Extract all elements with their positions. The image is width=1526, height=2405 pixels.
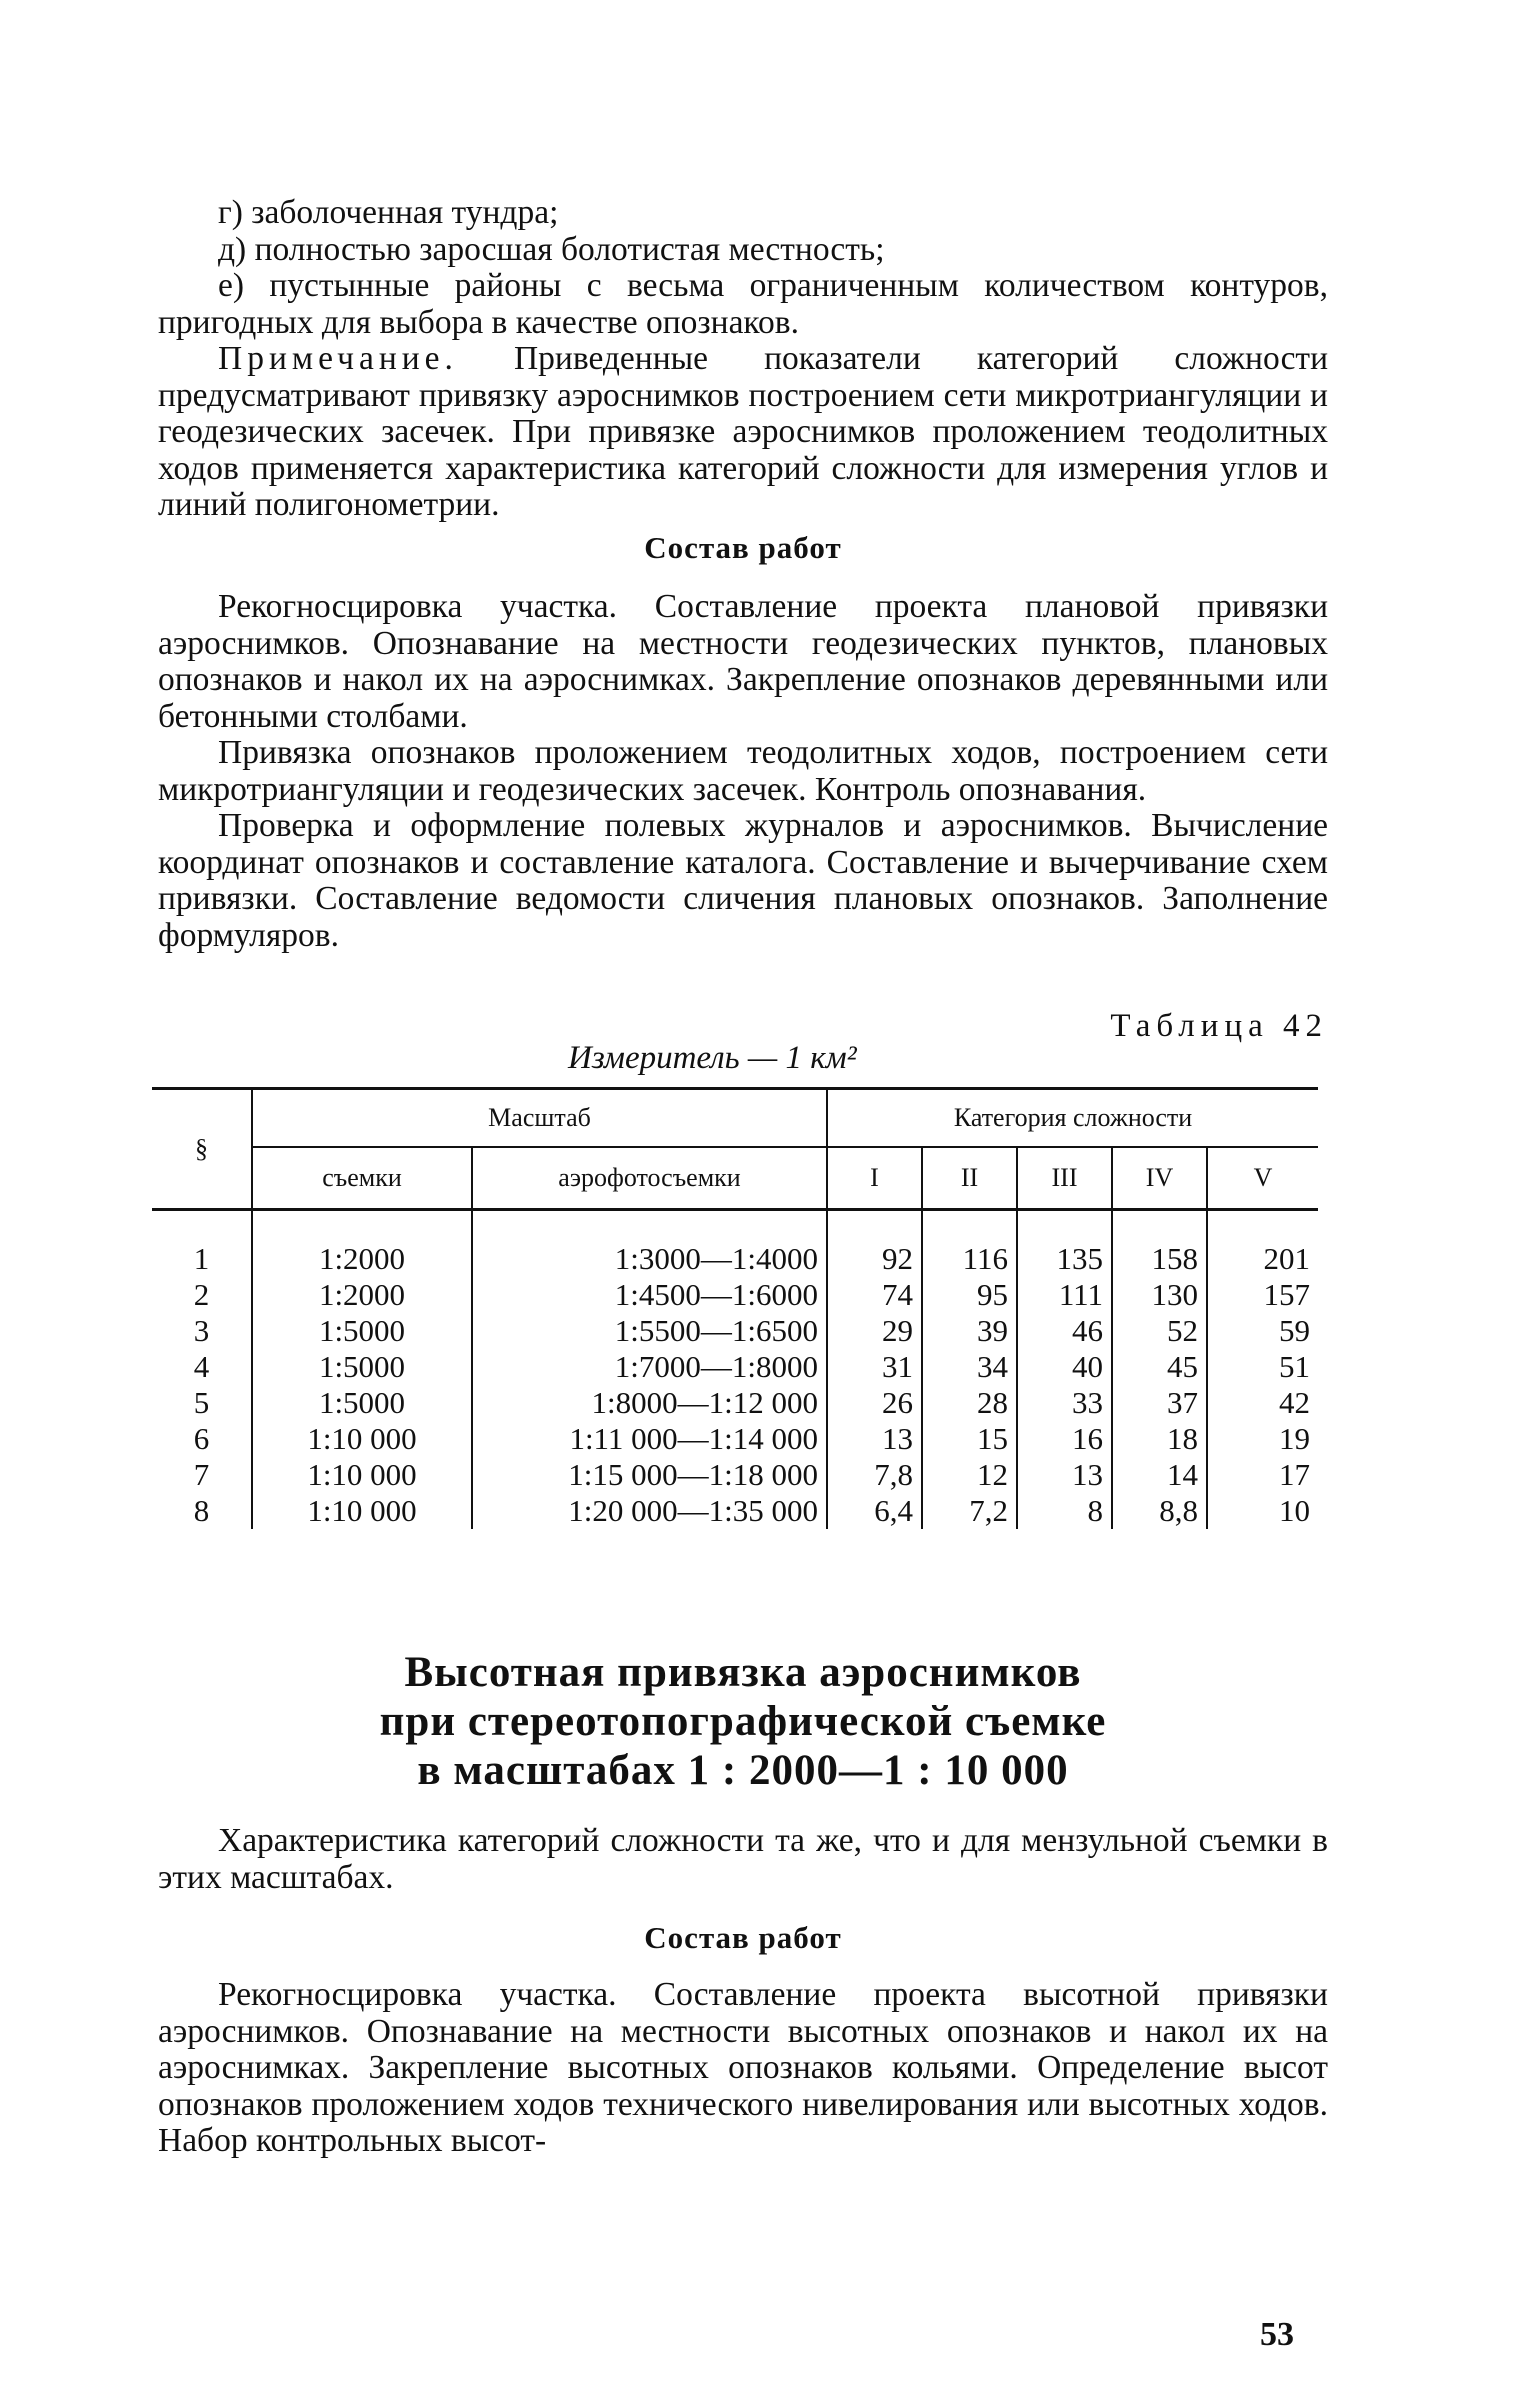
cell-cat: 95 [922,1277,1017,1313]
cell-cat: 14 [1112,1457,1207,1493]
header-survey: съемки [252,1147,472,1210]
cell-cat: 39 [922,1313,1017,1349]
header-cat-1: I [827,1147,922,1210]
cell-survey: 1:2000 [252,1277,472,1313]
cell-cat: 13 [1017,1457,1112,1493]
table-row [152,1210,1318,1278]
note-paragraph [158,341,1328,524]
intro-list [158,195,1328,524]
cell-cat: 130 [1112,1277,1207,1313]
cell-cat: 52 [1112,1313,1207,1349]
cell-cat: 157 [1207,1277,1318,1313]
title-line: Высотная привязка аэроснимков [404,1649,1082,1696]
table-label: Таблица 42 [1110,1008,1328,1044]
cell-cat: 116 [922,1210,1017,1278]
cell-cat: 18 [1112,1421,1207,1457]
header-scale: Масштаб [252,1089,827,1148]
cell-cat: 135 [1017,1210,1112,1278]
cell-cat: 26 [827,1385,922,1421]
cell-cat: 19 [1207,1421,1318,1457]
cell-cat: 7,8 [827,1457,922,1493]
section-heading: Состав работ [644,530,842,565]
cell-survey: 1:10 000 [252,1493,472,1529]
list-item: г) заболоченная тундра; [218,194,559,231]
cell-survey: 1:10 000 [252,1457,472,1493]
note-text: Приведенные показатели категорий сложности предусматривают привязку аэроснимков построением сети микротриангуляции и геодезических засечек. При привязке аэроснимков проложением теодолитных ходов применяется характеристика категорий сложности для измерения углов и линий полигонометрии. [158,340,1329,523]
cell-cat: 59 [1207,1313,1318,1349]
cell-cat: 12 [922,1457,1017,1493]
cell-aerial: 1:7000—1:8000 [472,1349,827,1385]
section2-body [158,1977,1328,2160]
section1-body [158,589,1328,954]
cell-aerial: 1:15 000—1:18 000 [472,1457,827,1493]
cell-n: 3 [193,1313,210,1348]
cell-survey: 1:5000 [252,1385,472,1421]
cell-cat: 34 [922,1349,1017,1385]
cell-aerial: 1:11 000—1:14 000 [472,1421,827,1457]
cell-cat: 28 [922,1385,1017,1421]
cell-cat: 45 [1112,1349,1207,1385]
note-label: Примечание. [218,340,458,377]
cell-cat: 31 [827,1349,922,1385]
cell-aerial: 1:4500—1:6000 [472,1277,827,1313]
section2-title [158,1648,1328,1795]
cell-cat: 10 [1207,1493,1318,1529]
header-cat-5: V [1207,1147,1318,1210]
cell-aerial: 1:20 000—1:35 000 [472,1493,827,1529]
cell-cat: 92 [827,1210,922,1278]
cell-aerial: 1:3000—1:4000 [472,1210,827,1278]
cell-cat: 13 [827,1421,922,1457]
cell-cat: 17 [1207,1457,1318,1493]
table-row [152,1493,1318,1529]
cell-n: 1 [193,1241,210,1276]
cell-n: 4 [193,1349,210,1384]
header-cat-2: II [922,1147,1017,1210]
cell-cat: 37 [1112,1385,1207,1421]
section2-intro [158,1823,1328,1896]
table-row [152,1313,1318,1349]
paragraph: Рекогносцировка участка. Составление проекта плановой привязки аэроснимков. Опознавание на местности геодезических пунктов, плановых опознаков и накол их на аэроснимках. Закрепление опознаков деревянными или бетонными столбами. [158,588,1328,735]
header-cat-3: III [1017,1147,1112,1210]
cell-n: 7 [193,1457,210,1492]
paragraph: Характеристика категорий сложности та же, что и для мензульной съемки в этих масштабах. [158,1822,1328,1896]
table-row [152,1349,1318,1385]
cell-cat: 74 [827,1277,922,1313]
section-heading: Состав работ [644,1920,842,1955]
cell-cat: 15 [922,1421,1017,1457]
cell-cat: 8 [1017,1493,1112,1529]
paragraph: Привязка опознаков проложением теодолитных ходов, построением сети микротриангуляции и геодезических засечек. Контроль опознавания. [158,734,1328,808]
cell-survey: 1:2000 [252,1210,472,1278]
cell-cat: 33 [1017,1385,1112,1421]
cell-cat: 51 [1207,1349,1318,1385]
list-item: д) полностью заросшая болотистая местность; [218,230,885,268]
header-category: Категория сложности [827,1089,1318,1148]
cell-n: 6 [193,1421,210,1456]
cell-cat: 16 [1017,1421,1112,1457]
title-line: в масштабах 1 : 2000—1 : 10 000 [417,1747,1069,1794]
table-measure: Измеритель — 1 км² [568,1040,857,1076]
cell-cat: 40 [1017,1349,1112,1385]
cell-survey: 1:5000 [252,1349,472,1385]
cell-cat: 158 [1112,1210,1207,1278]
cell-survey: 1:10 000 [252,1421,472,1457]
cell-aerial: 1:5500—1:6500 [472,1313,827,1349]
page-number: 53 [1260,2316,1294,2353]
cell-cat: 111 [1017,1277,1112,1313]
paragraph: Рекогносцировка участка. Составление проекта высотной привязки аэроснимков. Опознавание на местности высотных опознаков и накол их на аэроснимках. Закрепление высотных опознаков кольями. Определение высот опознаков проложением ходов технического нивелирования или высотных ходов. Набор контрольных высот- [158,1976,1328,2159]
paragraph: Проверка и оформление полевых журналов и аэроснимков. Вычисление координат опознаков и составление каталога. Составление и вычерчивание схем привязки. Составление ведомости сличения плановых опознаков. Заполнение формуляров. [158,807,1328,954]
cell-cat: 46 [1017,1313,1112,1349]
table-row [152,1457,1318,1493]
cell-cat: 29 [827,1313,922,1349]
cell-n: 2 [193,1277,210,1312]
header-aerial: аэрофотосъемки [472,1147,827,1210]
table-row [152,1421,1318,1457]
header-section: § [195,1134,208,1163]
cell-aerial: 1:8000—1:12 000 [472,1385,827,1421]
cell-cat: 7,2 [922,1493,1017,1529]
title-line: при стереотопографической съемке [379,1698,1107,1745]
data-table [152,1087,1318,1529]
cell-cat: 8,8 [1112,1493,1207,1529]
cell-survey: 1:5000 [252,1313,472,1349]
table-row [152,1385,1318,1421]
table-row [152,1277,1318,1313]
cell-n: 8 [193,1493,210,1528]
cell-cat: 201 [1207,1210,1318,1278]
cell-n: 5 [193,1385,210,1420]
header-cat-4: IV [1112,1147,1207,1210]
cell-cat: 42 [1207,1385,1318,1421]
cell-cat: 6,4 [827,1493,922,1529]
list-item: е) пустынные районы с весьма ограниченным количеством контуров, пригодных для выбора в качестве опознаков. [158,267,1328,341]
